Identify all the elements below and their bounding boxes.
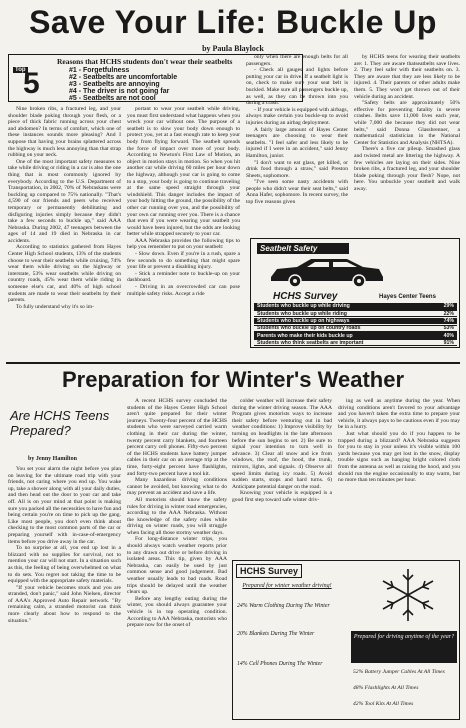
paragraph: "I don't want to eat glass, get killed, or drink food through a straw," said Preston Sheets, sophomore. — [246, 159, 348, 179]
winter-survey-item: 24% Warm Clothing During The Winter — [237, 603, 330, 609]
paragraph: A fairly large amount of Hayes Center teenagers are choosing to wear their seatbelts. "I feel safer and less likely to be injured if I were in an accident," said Jenny Hamilton, junior. — [246, 126, 348, 159]
row-label: Students who buckle up on country roads — [257, 325, 361, 332]
paragraph: colder weather will increase their safety during the winter driving season. The AAA Program gives motorists ways to increase their safety before venturing out in bad weather conditions: 1) Improve visibility by turning on headlights in the late afternoon before the sun begins to set. 2) Be sure to signal your intention to turn well in advance. 3) Clear all snow and ice from windows, the roof, the hood, the trunk, mirrors, lights, and signals. 4) Observe all speed limits during icy roads. 5) Avoid sudden starts, stops and hard turns. 6) Anticipate potential danger on the road. — [232, 398, 332, 490]
newspaper-page — [6, 4, 460, 724]
paragraph: For long-distance winter trips, you should always watch weather reports prior to any drawn out drive or before driving in isolated areas. This tip, given by AAA Nebraska, can easily be used by just common sense and good judgement. Bad weather usually leads to bad roads. Road trips should be delayed until the weather clears up. — [127, 536, 227, 596]
paragraph: only when there are enough belts for all passengers. — [246, 54, 348, 67]
paragraph: Before any lengthy outing during the winter, you should always guarantee your vehicle is in top operating condition. According to AAA Nebraska, motorists who prepare now for the onset of — [127, 595, 227, 629]
paragraph: "If your vehicle becomes stuck and you are stranded, don't panic," said John Nielsen, director of AAA's Approved Auto Repair network. "By remaining calm, a stranded motorist can think more clearly about how to respond to the situation." — [8, 584, 121, 624]
winter-subhead: Are HCHS Teens Prepared? — [10, 408, 110, 438]
winter-survey-item: 48% Flashlights At All Times — [353, 685, 419, 691]
table-row — [254, 325, 457, 332]
top5-item: #4 - The driver is not going far — [69, 88, 170, 95]
winter-col1 — [8, 466, 121, 722]
winter-survey-item: 52% Battery Jumper Cables At All Times — [353, 669, 445, 675]
article1-col4 — [354, 54, 460, 236]
row-value: 40% — [443, 332, 454, 339]
row-label: Students who buckle up while riding — [257, 310, 347, 317]
paragraph: portant to wear your seatbelt while driving, you must first understand what happens when you wreck your car without one. The purpose of a seatbelt is to slow your body down enough to protect you, yet at a fast enough rate to keep your body from flying forward. The seatbelt spreads the force of impact over more of your body. According to Newton's First Law of Motion, an object in motion stays in motion. So when you hit another car while driving 60 miles per hour down the highway, although your car is going to come to a stop, your body is going to continue traveling at the same speed straight through your windshield. This danger includes the impact of your body hitting the ground, the possibility of the other car running over you, and the possibility of your own car running over you. There is a chance that even if you were wearing your seatbelt you would have been injured, but the odds are looking better while strapped securely to your car. — [127, 106, 240, 238]
winter-col4 — [338, 398, 460, 554]
paragraph: - Stick a reminder note to buckle-up on your dashboard. — [127, 270, 240, 284]
paragraph: - Check all gauges and lights before putting your car in drive. If a seatbelt light is on, check to make sure your seat belt is buckled. Make sure all passengers buckle up, as well, as they can be thrown into you during a crash. — [246, 67, 348, 107]
seatbelt-survey-subtitle: Hayes Center Teens — [379, 294, 436, 300]
top5-item: #2 - Seatbelts are uncomfortable — [69, 74, 178, 81]
row-value: 53% — [443, 325, 454, 332]
winter-byline: by Jenny Hamilton — [28, 456, 78, 462]
paragraph: To fully understand why it's so im- — [16, 303, 94, 310]
top5-title: Reasons that HCHS students don't wear their seatbelts — [57, 57, 233, 66]
winter-survey-title: HCHS Survey — [236, 564, 302, 578]
winter-survey-question2: Prepared for driving anytime of the year? — [351, 631, 457, 663]
paragraph: by HCHS teens for wearing their seatbelts are: 1. They are aware thatseatbelts save lives. 2. They feel safer with their seatbelts on. 3. They are aware that they are less likely to be injured. 4. Their parents or other adults make them. 5. They won't get thrown out of their vehicle during an accident. — [354, 54, 460, 100]
paragraph: Just what should you do if you happen to be trapped during a blizzard? AAA Nebraska suggests for you to stay in your unless it's visible within 100 yards because you may get lost in the snow, display trouble signs such as hanging bright colored cloth from the antenna as well as raising the hood, and you should run the engine occasionally to stay warm, but no more than ten minutes per hour. — [338, 430, 460, 484]
seatbelt-banner: Seatbelt Safety — [257, 243, 349, 254]
paragraph: "Safety belts are approximately 50% effective for preventing fatality in severe crashes. Belts save 11,000 lives each year, while 7,000 die because they did not wear belts," said Donna Glassbrenner, a mathematical statistician in the National Center for Statistics and Analysis (NHTSA). — [354, 100, 460, 146]
winter-survey-item: 42% Tool Kits At All Times — [353, 701, 414, 707]
paragraph: - If your vehicle is equipped with airbags, always make certain you buckle-up to avoid injuries during an airbag deployment. — [246, 106, 348, 126]
top5-item: #3 - Seatbelts are annoying — [69, 81, 160, 88]
winter-col2 — [127, 398, 227, 722]
top5-list — [69, 67, 177, 102]
snowflake-icon — [363, 565, 453, 625]
winter-survey-item: 14% Cell Phones During The Winter — [237, 661, 323, 667]
section-divider — [6, 362, 460, 364]
top5-badge-label: Top — [15, 67, 26, 73]
paragraph: "I've seen some nasty accidents with people who didn't wear their seat belts," said Anna Hafer, sophomore. In recent survey, the top five reasons given — [246, 179, 348, 206]
row-label: Students who buckle up while driving — [257, 303, 350, 310]
top5-item: #5 - Seatbelts are not cool — [69, 95, 156, 102]
paragraph: Knowing your vehicle is equipped is a good first step toward safe winter driv- — [232, 490, 332, 503]
winter-survey-box — [232, 560, 460, 720]
seatbelt-table — [254, 303, 457, 347]
paragraph: You set your alarm the night before you plan on leaving for the ultimate road trip with your friends, not caring where you end up. You wake up, take a shower along with all your daily duties, and then head out the door to your car and take off. All is on your mind at that point is making sure you packed all the necessities to have fun and being certain you're on time to pick up the gang. Like most people, you don't even think about checking to the most common parts of the car or preparing yourself with in-case-of-emergency items before you drive away in the car. — [8, 466, 121, 545]
row-value: 22% — [443, 310, 454, 317]
winter-survey-item: 20% Blankets During The Winter — [237, 631, 315, 637]
table-row — [254, 310, 457, 317]
article1-col3 — [246, 54, 348, 236]
seatbelt-survey-box — [250, 238, 460, 348]
headline: Save Your Life: Buckle Up — [29, 4, 437, 40]
table-row — [254, 339, 457, 346]
row-value: 29% — [443, 303, 454, 310]
table-row — [254, 303, 457, 310]
paragraph: To no surprise at all, you end up lost in a blizzard with no supplies for survival, not to mention your car will not start. In a situation such as this, the feeling of being overwhelmed on what to do sets. You regret not taking the time to be equipped with the appropriate safety materials. — [8, 545, 121, 585]
car-icon — [267, 255, 387, 287]
article1-col2 — [127, 106, 240, 358]
paragraph: AAA Nebraska provides the following tips to help you remember to put on your seatbelt: — [127, 237, 240, 251]
row-value: 74% — [443, 318, 454, 324]
row-label: Parents who make their kids buckle up — [257, 332, 353, 339]
row-label: Students who think seatbelts are important — [257, 339, 364, 346]
table-row — [254, 318, 457, 325]
article1-col1 — [8, 106, 121, 358]
row-value: 91% — [443, 339, 454, 346]
row-label: Students who buckle up on highways — [257, 318, 350, 324]
top5-item: #1 - Forgetfulness — [69, 67, 130, 74]
paragraph: One of the most important safety measures to take while driving or riding in a car is also the one thing that is most commonly ignored by everybody. According to the U.S. Department of Transportation, in 2002, 70% of Nebraskans were buckling up compared to 75% nationally. "That's 4,590 of our friends and peers who received temporary or permanently debilitating and disfiguring injuries simply because they didn't take a few seconds to buckle up," said AAA Nebraska. During 2002, 47 teenagers between the ages of 14 and 19 died in Nebraska in car accidents. — [8, 158, 121, 244]
top5-badge — [13, 67, 47, 99]
paragraph: There's a five car pileup. Smashed glass and twisted metal are littering the highway. A few vehicles are laying on their sides. Nine broken ribs, a fractured leg, and your shoulder blade poking through your flesh? Nope, not here. You unbuckle your seatbelt and walk away. — [354, 146, 460, 192]
winter-headline: Preparation for Winter's Weather — [61, 367, 405, 392]
paragraph: A recent HCHS survey concluded the students of the Hayes Center High School aren't quite prepared for their winter journeys. Twenty-four percent of the HCHS students who were surveyed carried warm clothing in their car during the winter, twenty percent carry blankets, and fourteen percent carry cell phones. Fifty-two percent of the HCHS students have battery jumper cables in their car on an average trip at the time, forty-eight percent have flashlights, and forty-two percent have a tool kit. — [127, 398, 227, 477]
table-row — [254, 332, 457, 339]
byline: by Paula Blaylock — [202, 44, 264, 53]
paragraph: - Driving in an overcrowded car can pose multiple safety risks. Accept a ride — [127, 284, 240, 297]
paragraph: All motorists should know the safety rules for driving in winter road emergencies, according to the AAA Nebraska. Without the knowledge of the safety rules while driving on winter roads, you will struggle when facing all those stormy weather days. — [127, 496, 227, 536]
top5-badge-number: 5 — [23, 67, 40, 100]
paragraph: Nine broken ribs, a fractured leg, and your shoulder blade poking through your flesh, or a piece of thick fabric running across your chest and abdomen? In terms of comfort, which one of these instances sounds more pleasing? And I suppose that having your brains splattered across the highway is much less annoying than that strap rubbing on your neck. — [8, 106, 121, 159]
seatbelt-survey-title: HCHS Survey — [273, 291, 338, 302]
winter-survey-question1: Prepared for winter weather driving! — [242, 583, 332, 589]
winter-col3 — [232, 398, 332, 558]
paragraph: According to statistics gathered from Hayes Center High School students, 13% of the students choose to wear their seatbelts while cruising, 74% wear them while driving on the highway or interstate, 53% wear seatbelts while driving on country roads, 45% wear them while riding in someone else's car, and 40% of high school students are made to wear their seatbelts by their parents. — [8, 244, 121, 304]
paragraph: ing as well as anytime during the year. When driving conditions aren't favored to your advantage and you haven't taken the extra time to prepare your vehicle, it always pays to be cautious even if you may be in a hurry. — [338, 398, 460, 431]
paragraph: Many hazardous driving conditions cannot be avoided, but knowing what to do may prevent an accident and save a life. — [127, 477, 227, 497]
paragraph: - Slow down. Even if you're in a rush, spare a few seconds to do something that might spare your life or prevent a disabling injury. — [127, 251, 240, 271]
